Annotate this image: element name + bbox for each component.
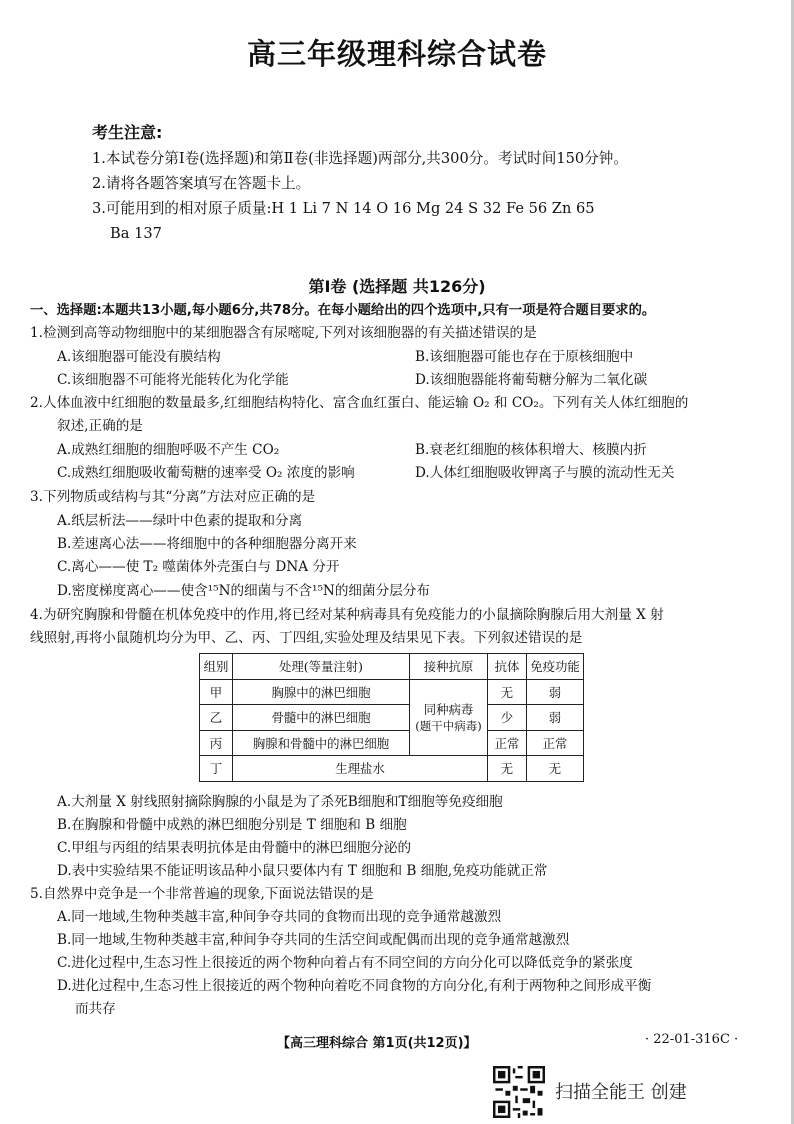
q5-option-a: A.同一地域,生物种类越丰富,种间争夺共同的食物而出现的竞争通常越激烈 [57,909,502,925]
q4-stem-2: 线照射,再将小鼠随机均分为甲、乙、丙、丁四组,实验处理及结果见下表。下列叙述错误的是 [30,630,583,646]
table-cell: 胸腺和骨髓中的淋巴细胞 [233,730,410,756]
q3-stem: 3.下列物质或结构与其“分离”方法对应正确的是 [30,489,316,505]
table-row [200,756,584,782]
q4-stem-1: 4.为研究胸腺和骨髓在机体免疫中的作用,将已经对某种病毒具有免疫能力的小鼠摘除胸腺后用大剂量 X 射 [30,607,664,623]
q3-option-d: D.密度梯度离心——使含¹⁵N的细菌与不含¹⁵N的细菌分层分布 [57,583,430,599]
table-cell: 胸腺中的淋巴细胞 [233,679,410,705]
q5-option-d: D.进化过程中,生态习性上很接近的两个物种向着吃不同食物的方向分化,有利于两物种之间形成平衡 [57,978,652,994]
q1-option-a: A.该细胞器可能没有膜结构 [57,349,221,365]
table-header: 免疫功能 [527,654,584,680]
qr-code-icon [493,1066,545,1118]
instruction: 一、选择题:本题共13小题,每小题6分,共78分。在每小题给出的四个选项中,只有一项是符合题目要求的。 [30,303,656,318]
table-cell: 丁 [200,756,233,782]
q2-option-b: B.衰老红细胞的核体积增大、核膜内折 [415,442,647,458]
q4-option-c: C.甲组与丙组的结果表明抗体是由骨髓中的淋巴细胞分泌的 [57,840,412,856]
q4-option-b: B.在胸腺和骨髓中成熟的淋巴细胞分别是 T 细胞和 B 细胞 [57,817,407,833]
table-cell: 弱 [527,679,584,705]
table-cell: 正常 [527,730,584,756]
q5-option-c: C.进化过程中,生态习性上很接近的两个物种向着占有不同空间的方向分化可以降低竞争的紧张度 [57,955,633,971]
table-cell: 无 [488,679,527,705]
table-cell: 生理盐水 [233,756,488,782]
scanner-watermark: 扫描全能王 创建 [555,1082,687,1103]
page-footer: 【高三理科综合 第1页(共12页)】 [277,1036,477,1051]
antigen-cell [410,679,488,756]
q1-option-c: C.该细胞器不可能将光能转化为化学能 [57,372,289,388]
q2-stem-1: 2.人体血液中红细胞的数量最多,红细胞结构特化、富含血红蛋白、能运输 O₂ 和 CO₂。下列有关人体红细胞的 [30,395,689,411]
notice-heading: 考生注意: [92,123,163,142]
table-header: 抗体 [488,654,527,680]
q3-option-c: C.离心——使 T₂ 噬菌体外壳蛋白与 DNA 分开 [57,559,340,575]
antigen-line-1: 同种病毒 [423,702,474,718]
q3-option-b: B.差速离心法——将细胞中的各种细胞器分离开来 [57,536,357,552]
q4-option-d: D.表中实验结果不能证明该品种小鼠只要体内有 T 细胞和 B 细胞,免疫功能就正常 [57,863,548,879]
table-cell: 少 [488,705,527,731]
table-header: 接种抗原 [410,654,488,680]
table-row [200,730,584,756]
table-cell: 无 [488,756,527,782]
q2-stem-2: 叙述,正确的是 [57,418,143,434]
q3-option-a: A.纸层析法——绿叶中色素的提取和分离 [57,513,303,529]
q5-option-b: B.同一地域,生物种类越丰富,种间争夺共同的生活空间或配偶而出现的竞争通常越激烈 [57,932,570,948]
table-row [200,705,584,731]
antigen-line-2: (题干中病毒) [415,719,482,734]
table-cell: 正常 [488,730,527,756]
q5-option-d-cont: 而共存 [75,1001,116,1017]
table-header-row [200,654,584,680]
section-title: 第Ⅰ卷 (选择题 共126分) [308,277,486,296]
table-header: 组别 [200,654,233,680]
q4-option-a: A.大剂量 X 射线照射摘除胸腺的小鼠是为了杀死B细胞和T细胞等免疫细胞 [57,794,503,810]
table-cell: 乙 [200,705,233,731]
table-cell: 丙 [200,730,233,756]
page-title: 高三年级理科综合试卷 [246,37,547,71]
q1-option-b: B.该细胞器可能也存在于原核细胞中 [415,349,634,365]
table-row [200,679,584,705]
notice-item-1: 1.本试卷分第Ⅰ卷(选择题)和第Ⅱ卷(非选择题)两部分,共300分。考试时间150分钟。 [92,150,628,167]
notice-item-3-cont: Ba 137 [110,225,162,242]
q2-option-c: C.成熟红细胞吸收葡萄糖的速率受 O₂ 浓度的影响 [57,465,355,481]
table-header: 处理(等量注射) [233,654,410,680]
q5-stem: 5.自然界中竞争是一个非常普遍的现象,下面说法错误的是 [30,886,374,902]
table-cell: 无 [527,756,584,782]
notice-item-3: 3.可能用到的相对原子质量:H 1 Li 7 N 14 O 16 Mg 24 S 32 Fe 56 Zn 65 [92,200,595,217]
q1-stem: 1.检测到高等动物细胞中的某细胞器含有尿嘧啶,下列对该细胞器的有关描述错误的是 [30,325,537,341]
q1-option-d: D.该细胞器能将葡萄糖分解为二氧化碳 [415,372,648,388]
doc-code: · 22-01-316C · [645,1032,739,1047]
experiment-table [199,653,584,782]
table-cell: 弱 [527,705,584,731]
notice-item-2: 2.请将各题答案填写在答题卡上。 [92,175,311,192]
q2-option-d: D.人体红细胞吸收钾离子与膜的流动性无关 [415,465,675,481]
table-cell: 骨髓中的淋巴细胞 [233,705,410,731]
table-cell: 甲 [200,679,233,705]
q2-option-a: A.成熟红细胞的细胞呼吸不产生 CO₂ [57,442,280,458]
